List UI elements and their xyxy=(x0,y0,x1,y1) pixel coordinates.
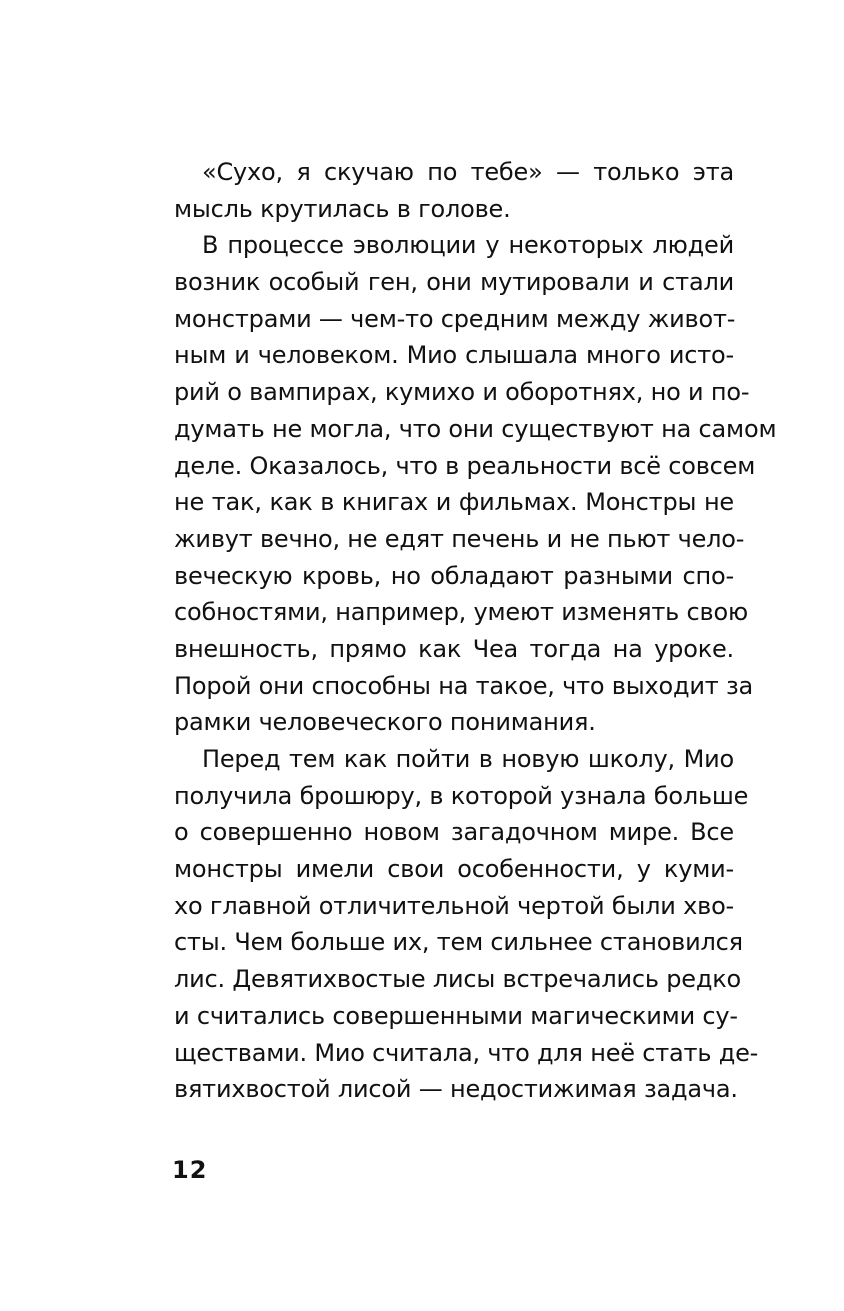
text-line: веческую кровь, но обладают разными спо- xyxy=(174,561,734,590)
text-line: рамки человеческого понимания. xyxy=(174,708,596,737)
text-line: монстрами — чем-то средним между живот- xyxy=(174,304,736,333)
text-line: думать не могла, что они существуют на самом xyxy=(174,414,777,443)
text-line: Перед тем как пойти в новую школу, Мио xyxy=(202,745,734,773)
text-line: мысль крутилась в голове. xyxy=(174,194,511,223)
body-text xyxy=(174,154,777,1108)
text-line: ным и человеком. Мио слышала много исто- xyxy=(174,341,734,370)
text-line: о совершенно новом загадочном мире. Все xyxy=(174,818,734,847)
text-line: вятихвостой лисой — недостижимая задача. xyxy=(174,1075,738,1104)
text-line: сты. Чем больше их, тем сильнее становился xyxy=(174,928,743,957)
text-line: лис. Девятихвостые лисы встречались редко xyxy=(174,965,742,994)
text-line: Порой они способны на такое, что выходит за xyxy=(174,671,754,700)
text-line: монстры имели свои особенности, у куми- xyxy=(174,855,734,884)
text-line: получила брошюру, в которой узнала больше xyxy=(174,781,749,810)
text-line: В процессе эволюции у некоторых людей xyxy=(202,231,734,260)
text-line: ществами. Мио считала, что для неё стать де- xyxy=(174,1038,759,1067)
text-line: собностями, например, умеют изменять свою xyxy=(174,598,748,627)
text-line: «Сухо, я скучаю по тебе» — только эта xyxy=(202,158,734,186)
text-line: деле. Оказалось, что в реальности всё совсем xyxy=(174,451,756,480)
text-line: хо главной отличительной чертой были хво- xyxy=(174,891,735,920)
text-line: живут вечно, не едят печень и не пьют чело- xyxy=(174,524,745,553)
text-line: не так, как в книгах и фильмах. Монстры не xyxy=(174,488,734,517)
text-line: и считались совершенными магическими су- xyxy=(174,1001,738,1030)
text-line: рий о вампирах, кумихо и оборотнях, но и по- xyxy=(174,378,750,407)
page-number: 12 xyxy=(172,1156,208,1184)
text-line: внешность, прямо как Чеа тогда на уроке. xyxy=(174,634,734,663)
text-line: возник особый ген, они мутировали и стали xyxy=(174,268,734,297)
